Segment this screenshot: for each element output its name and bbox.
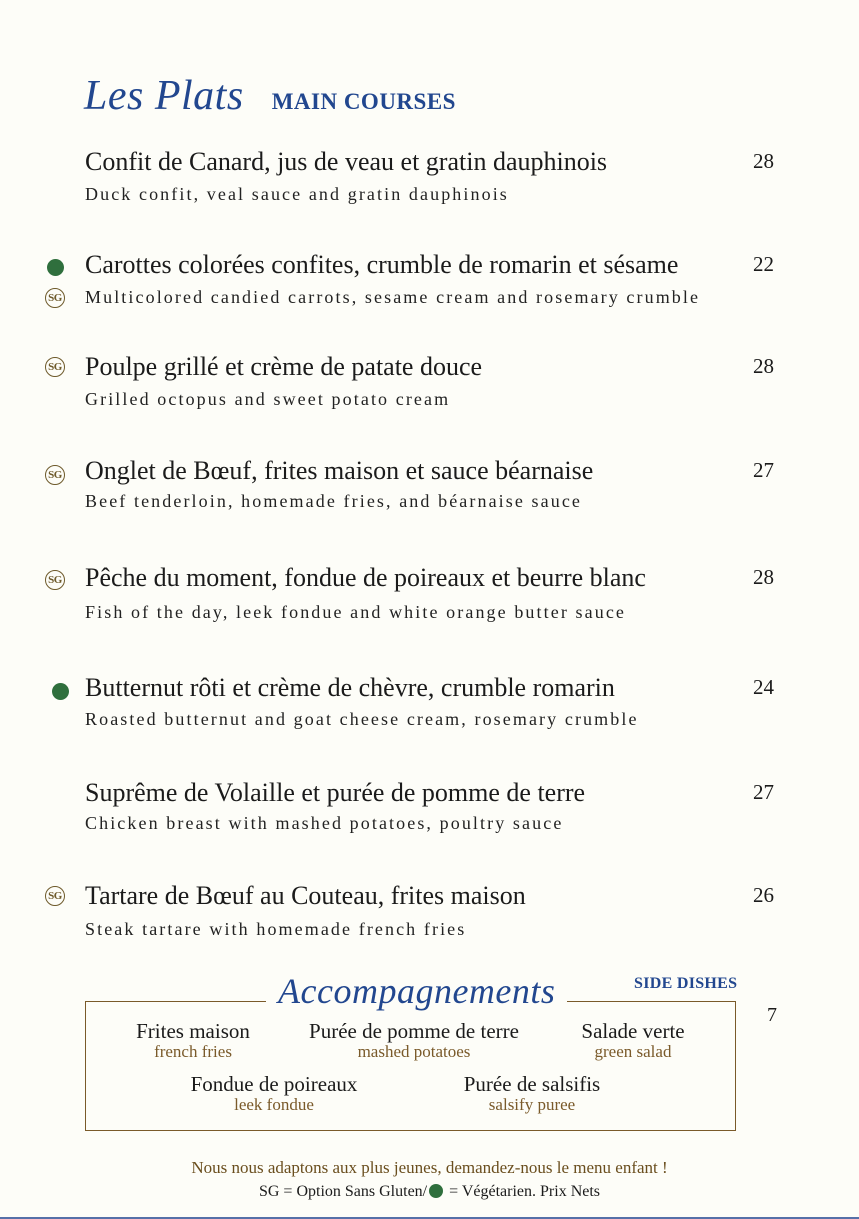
side-dishes-price: 7: [767, 1004, 777, 1026]
dish-name-en: Beef tenderloin, homemade fries, and béarnaise sauce: [85, 491, 583, 511]
dish-name-fr: Onglet de Bœuf, frites maison et sauce béarnaise: [85, 456, 594, 485]
page-title: Les Plats: [84, 73, 244, 119]
menu-header: [84, 72, 456, 120]
dish-price: 27: [753, 458, 774, 482]
gluten-free-icon: SG: [45, 288, 65, 308]
side-dish-fr: Fondue de poireaux: [190, 1072, 358, 1096]
menu-item: [0, 456, 859, 526]
side-dish-fr: Salade verte: [581, 1019, 685, 1043]
dish-name-en: Multicolored candied carrots, sesame cream and rosemary crumble: [85, 287, 701, 307]
dish-price: 28: [753, 149, 774, 173]
dish-price: 28: [753, 565, 774, 589]
legend-text-vegetarian: = Végétarien. Prix Nets: [445, 1183, 601, 1200]
menu-item: [0, 778, 859, 848]
legend-text-gluten-free: SG = Option Sans Gluten/: [258, 1183, 428, 1200]
side-dish-fr: Purée de salsifis: [463, 1072, 601, 1096]
gluten-free-icon: SG: [45, 886, 65, 906]
gluten-free-icon: SG: [45, 465, 65, 485]
dish-name-en: Chicken breast with mashed potatoes, poultry sauce: [85, 813, 564, 833]
dish-name-fr: Poulpe grillé et crème de patate douce: [85, 352, 483, 381]
menu-item: [0, 563, 859, 633]
legend: [0, 1183, 859, 1201]
dish-name-fr: Butternut rôti et crème de chèvre, crumble romarin: [85, 673, 615, 702]
menu-item: [0, 352, 859, 422]
vegetarian-icon: [429, 1184, 443, 1198]
dish-name-fr: Pêche du moment, fondue de poireaux et beurre blanc: [85, 563, 646, 592]
menu-item: [0, 147, 859, 217]
menu-item: [0, 250, 859, 320]
page-subtitle: MAIN COURSES: [271, 89, 456, 114]
dish-name-en: Duck confit, veal sauce and gratin dauphinois: [85, 184, 509, 204]
dish-name-en: Fish of the day, leek fondue and white orange butter sauce: [85, 602, 626, 622]
dish-name-fr: Carottes colorées confites, crumble de romarin et sésame: [85, 250, 679, 279]
side-dish-en: green salad: [594, 1042, 672, 1061]
side-dish-en: mashed potatoes: [357, 1042, 471, 1061]
side-dish-en: french fries: [154, 1042, 232, 1061]
side-dish-item: [309, 1019, 519, 1062]
side-dishes-subtitle: SIDE DISHES: [634, 975, 738, 992]
side-dish-en: leek fondue: [234, 1095, 314, 1114]
dish-name-fr: Suprême de Volaille et purée de pomme de terre: [85, 778, 586, 807]
kids-menu-note: Nous nous adaptons aux plus jeunes, demandez-nous le menu enfant !: [191, 1158, 668, 1177]
dish-name-en: Grilled octopus and sweet potato cream: [85, 389, 451, 409]
gluten-free-icon: SG: [45, 570, 65, 590]
menu-item: [0, 673, 859, 743]
side-dish-fr: Purée de pomme de terre: [309, 1019, 519, 1043]
gluten-free-icon: SG: [45, 357, 65, 377]
dish-name-en: Roasted butternut and goat cheese cream, rosemary crumble: [85, 709, 639, 729]
vegetarian-icon: [52, 683, 69, 700]
dish-price: 22: [753, 252, 774, 276]
dish-price: 27: [753, 780, 774, 804]
dish-price: 28: [753, 354, 774, 378]
dish-name-en: Steak tartare with homemade french fries: [85, 919, 467, 939]
side-dish-item: [464, 1072, 600, 1115]
side-dish-en: salsify puree: [488, 1095, 576, 1114]
vegetarian-icon: [47, 259, 64, 276]
side-dish-fr: Frites maison: [136, 1019, 250, 1043]
dish-name-fr: Tartare de Bœuf au Couteau, frites maison: [85, 881, 526, 910]
side-dish-item: [191, 1072, 358, 1115]
side-dishes-title: Accompagnements: [266, 970, 567, 1012]
dish-price: 24: [753, 675, 774, 699]
menu-item: [0, 881, 859, 951]
dish-name-fr: Confit de Canard, jus de veau et gratin dauphinois: [85, 147, 608, 176]
side-dish-item: [581, 1019, 684, 1062]
side-dish-item: [136, 1019, 250, 1062]
dish-price: 26: [753, 883, 774, 907]
